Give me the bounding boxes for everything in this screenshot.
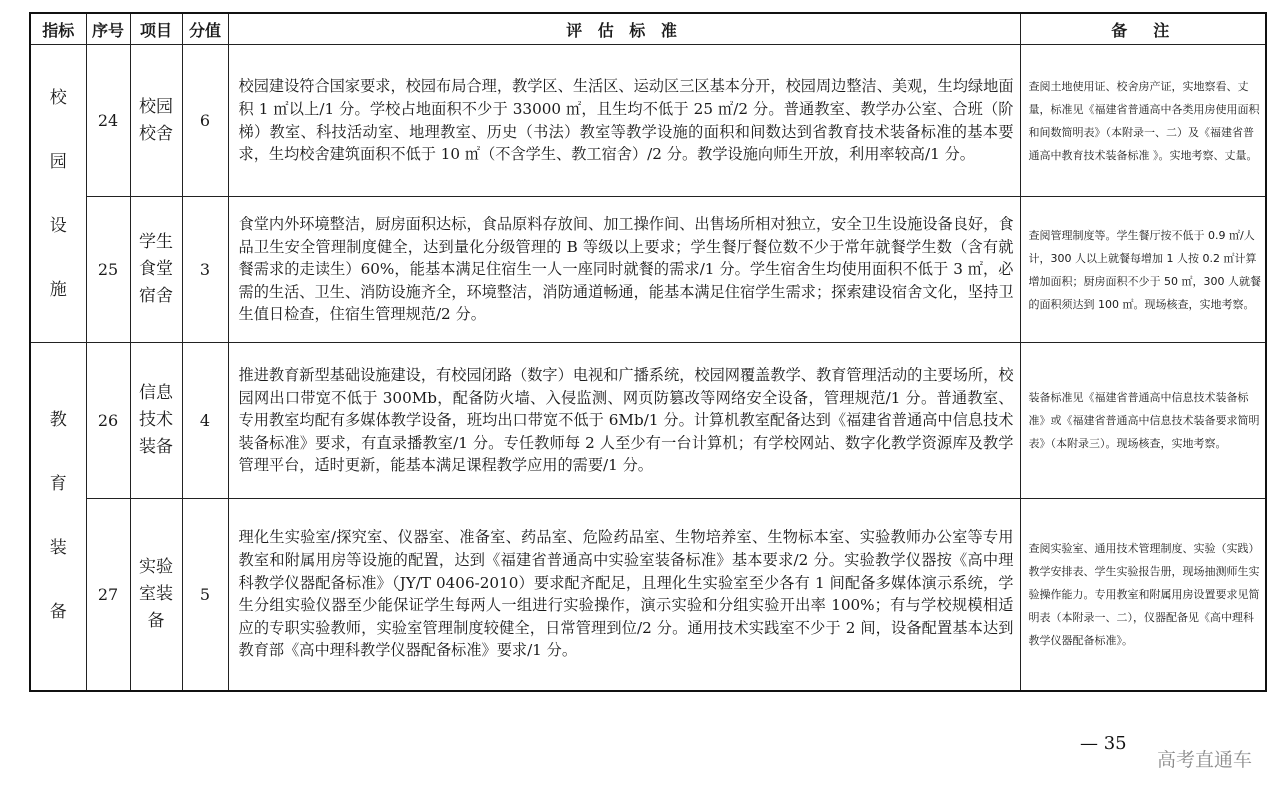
item-line: 食堂: [139, 259, 173, 279]
header-indicator: 指标: [30, 13, 86, 45]
item-name: [130, 197, 182, 343]
item-name: [130, 45, 182, 197]
notes-text: 查阅管理制度等。学生餐厅按不低于 0.9 ㎡/人计，300 人以上就餐每增加 1 人按 0.2 ㎡计算增加面积；厨房面积不少于 50 ㎡，300 人就餐的面积须达到 100 ㎡。现场核查，实地考察。: [1020, 197, 1266, 343]
table-row: [30, 45, 1266, 197]
item-line: 校园: [139, 96, 173, 117]
notes-text: 查阅实验室、通用技术管理制度、实验（实践）教学安排表、学生实验报告册，现场抽测师生实验操作能力。专用教室和附属用房设置要求见简明表（本附录一、二），仪器配备见《高中理科教学仪器配备标准》。: [1020, 499, 1266, 691]
category-char: 校: [49, 87, 67, 108]
item-line: 备: [147, 610, 165, 631]
table-row: [30, 343, 1266, 499]
notes-text: 装备标准见《福建省普通高中信息技术装备标准》或《福建省普通高中信息技术装备要求简明表》（本附录三）。现场核查，实地考察。: [1020, 343, 1266, 499]
criteria-text: 推进教育新型基础设施建设，有校园闭路（数字）电视和广播系统，校园网覆盖教学、教育管理活动的主要场所，校园网出口带宽不低于 300Mb，配备防火墙、入侵监测、网页防篡改等网络安全设备，管理规范/1 分。普通教室、专用教室均配有多媒体教学设备，班均出口带宽不低于 6Mb/1 分。计算机教室配备达到《福建省普通高中信息技术装备标准》要求，有直录播教室/1 分。专任教师每 2 人至少有一台计算机；有学校网站、数字化教学资源库及教学管理平台，适时更新，能基本满足课程教学应用的需要/1 分。: [228, 343, 1020, 499]
table-row: [30, 499, 1266, 691]
category-char: 备: [49, 602, 67, 623]
header-row: [30, 13, 1266, 45]
score-value: 6: [182, 45, 228, 197]
category-char: 设: [49, 215, 67, 236]
score-value: 3: [182, 197, 228, 343]
notes-text: 查阅土地使用证、校舍房产证，实地察看、丈量，标准见《福建省普通高中各类用房使用面积和间数简明表》（本附录一、二）及《福建省普通高中教育技术装备标准 》。实地考察、丈量。: [1020, 45, 1266, 197]
score-value: 5: [182, 499, 228, 691]
row-number: 24: [86, 45, 130, 197]
watermark-text: 高考直通车: [1156, 749, 1252, 771]
header-item: 项目: [130, 13, 182, 45]
score-value: 4: [182, 343, 228, 499]
criteria-text: 理化生实验室/探究室、仪器室、准备室、药品室、危险药品室、生物培养室、生物标本室、实验教师办公室等专用教室和附属用房等设施的配置，达到《福建省普通高中实验室装备标准》基本要求/2 分。实验教学仪器按《高中理科教学仪器配备标准》（JY/T 0406-2010）要求配齐配足，且理化生实验室至少各有 1 间配备多媒体演示系统，学生分组实验仪器至少能保证学生每两人一组进行实验操作，演示实验和分组实验开出率 100%；有与学校规模相适应的专职实验教师，实验室管理制度较健全，日常管理到位/2 分。通用技术实践室不少于 2 间，设备配置基本达到教育部《高中理科教学仪器配备标准》要求/1 分。: [228, 499, 1020, 691]
category-education-equipment: [30, 343, 86, 691]
row-number: 27: [86, 499, 130, 691]
header-criteria: 评 估 标 准: [228, 13, 1020, 45]
item-line: 室装: [139, 583, 173, 604]
category-char: 育: [49, 474, 67, 495]
page-number: — 35: [1080, 733, 1127, 754]
category-char: 装: [49, 538, 67, 559]
category-campus-facilities: [30, 45, 86, 343]
header-seq: 序号: [86, 13, 130, 45]
evaluation-table: [29, 12, 1267, 692]
header-notes: 备 注: [1020, 13, 1266, 45]
item-name: [130, 343, 182, 499]
item-line: 技术: [139, 410, 173, 430]
category-char: 教: [49, 410, 67, 431]
table-row: [30, 197, 1266, 343]
item-line: 装备: [139, 437, 173, 457]
item-line: 信息: [139, 383, 173, 403]
header-score: 分值: [182, 13, 228, 45]
criteria-text: 校园建设符合国家要求，校园布局合理，教学区、生活区、运动区三区基本分开，校园周边整洁、美观，生均绿地面积 1 ㎡以上/1 分。学校占地面积不少于 33000 ㎡，且生均不低于 25 ㎡/2 分。普通教室、教学办公室、合班（阶梯）教室、科技活动室、地理教室、历史（书法）教室等教学设施的面积和间数达到省教育技术装备标准的基本要求，生均校舍建筑面积不低于 10 ㎡（不含学生、教工宿舍）/2 分。教学设施向师生开放，利用率较高/1 分。: [228, 45, 1020, 197]
item-name: [130, 499, 182, 691]
row-number: 26: [86, 343, 130, 499]
category-char: 施: [49, 279, 67, 300]
item-line: 校舍: [139, 123, 173, 144]
item-line: 学生: [139, 232, 173, 252]
row-number: 25: [86, 197, 130, 343]
item-line: 实验: [139, 556, 173, 577]
item-line: 宿舍: [139, 286, 173, 306]
criteria-text: 食堂内外环境整洁，厨房面积达标，食品原料存放间、加工操作间、出售场所相对独立，安全卫生设施设备良好，食品卫生安全管理制度健全，达到量化分级管理的 B 等级以上要求；学生餐厅餐位数不少于常年就餐学生数（含有就餐需求的走读生）60%，能基本满足住宿生一人一座同时就餐的需求/1 分。学生宿舍生均使用面积不低于 3 ㎡，必需的生活、卫生、消防设施齐全，环境整洁，消防通道畅通，能基本满足住宿学生需求；探索建设宿舍文化，坚持卫生值日检查，住宿生管理规范/2 分。: [228, 197, 1020, 343]
category-char: 园: [49, 151, 67, 172]
